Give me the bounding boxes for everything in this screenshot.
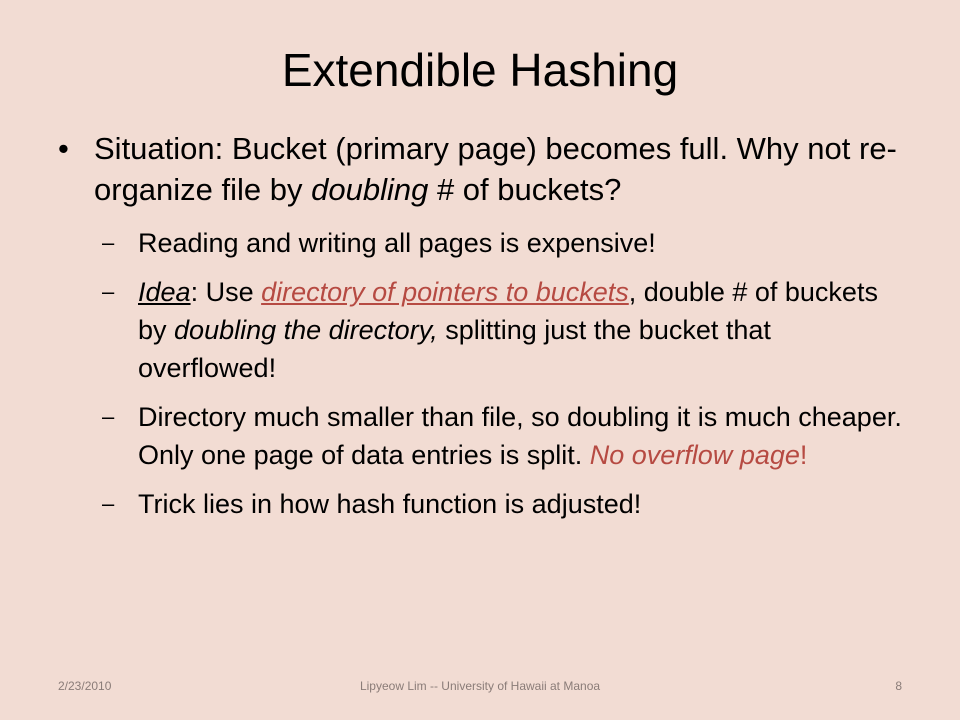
dash-marker: – [102,230,115,255]
sub-bullet-list [102,224,908,523]
sub-text-c: splitting just the bucket that overflowed! [138,315,771,383]
no-overflow-text: No overflow page [589,440,800,470]
directory-link[interactable]: directory of pointers to buckets [261,277,629,307]
footer-page-number: 8 [895,679,902,693]
sub-text-a: Directory much smaller than file, so doubling it is much cheaper. Only one page of data entries is split. [138,402,902,470]
footer-author: Lipyeow Lim -- University of Hawaii at Manoa [359,679,601,693]
slide-footer [0,679,960,699]
slide-title: Extendible Hashing [281,44,679,96]
sub-text: Reading and writing all pages is expensive! [138,228,656,258]
sub-text-a: : Use [190,277,262,307]
sub-bullet-idea [102,273,908,387]
bullet-text-part1: Situation: Bucket (primary page) becomes full. Why not re-organize file by [94,131,897,207]
sub-text-b: , double # of buckets by [138,277,878,345]
dash-marker: – [102,404,115,429]
bullet-text-doubling: doubling [311,172,429,207]
sub-text: Trick lies in how hash function is adjusted! [138,489,642,519]
bullet-text-part2: # of buckets? [428,172,622,207]
exclamation: ! [799,440,808,470]
sub-bullet-directory [102,398,908,474]
bullet-marker: • [58,131,69,166]
doubling-directory-text: doubling the directory, [174,315,438,345]
footer-date: 2/23/2010 [58,679,112,693]
sub-bullet-trick [102,485,908,523]
dash-marker: – [102,491,115,516]
dash-marker: – [102,279,115,304]
idea-label: Idea [138,277,191,307]
bullet-situation [58,128,908,210]
slide-content [58,128,908,534]
sub-bullet-reading [102,224,908,262]
